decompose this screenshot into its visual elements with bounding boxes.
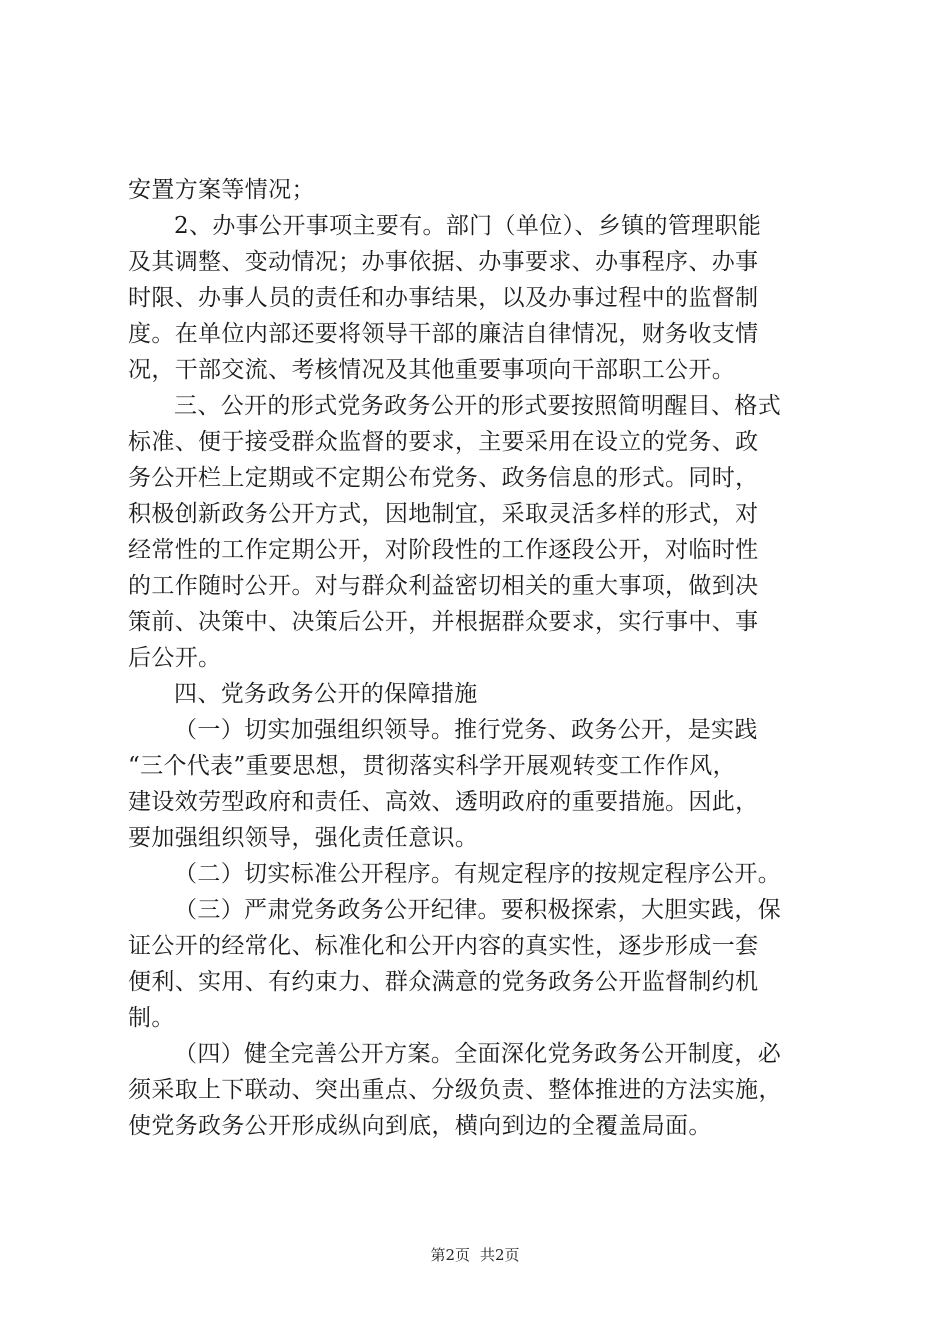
text-line: 策前、决策中、决策后公开，并根据群众要求，实行事中、事 [128, 609, 759, 635]
document-body [128, 172, 840, 1144]
text-line: 积极创新政务公开方式，因地制宜，采取灵活多样的形式，对 [128, 501, 759, 527]
text-line: 及其调整、变动情况；办事依据、办事要求、办事程序、办事 [128, 249, 759, 275]
text-line: （四）健全完善公开方案。全面深化党务政务公开制度，必 [174, 1041, 782, 1067]
text-line: 的工作随时公开。对与群众利益密切相关的重大事项，做到决 [128, 573, 759, 599]
text-line: 安置方案等情况； [128, 177, 315, 203]
text-line: 三、公开的形式党务政务公开的形式要按照简明醒目、格式 [174, 393, 782, 419]
text-line: 要加强组织领导，强化责任意识。 [128, 825, 479, 851]
text-line: 标准、便于接受群众监督的要求，主要采用在设立的党务、政 [128, 429, 759, 455]
text-line: 时限、办事人员的责任和办事结果，以及办事过程中的监督制 [128, 285, 759, 311]
text-line: 度。在单位内部还要将领导干部的廉洁自律情况，财务收支情 [128, 321, 759, 347]
page-total: 共2页 [480, 1246, 520, 1264]
text-line: “三个代表”重要思想，贯彻落实科学开展观转变工作作风， [128, 753, 736, 779]
text-line: 况，干部交流、考核情况及其他重要事项向干部职工公开。 [128, 357, 736, 383]
text-line: （一）切实加强组织领导。推行党务、政务公开，是实践 [174, 717, 758, 743]
text-line: 使党务政务公开形成纵向到底，横向到边的全覆盖局面。 [128, 1113, 712, 1139]
text-line: 便利、实用、有约束力、群众满意的党务政务公开监督制约机 [128, 969, 759, 995]
text-line: 务公开栏上定期或不定期公布党务、政务信息的形式。同时， [128, 465, 759, 491]
page-footer [0, 1245, 950, 1265]
text-line: 后公开。 [128, 645, 222, 671]
text-line: 制。 [128, 1005, 175, 1031]
page-number: 第2页 [430, 1246, 470, 1264]
text-line: 建设效劳型政府和责任、高效、透明政府的重要措施。因此， [128, 789, 759, 815]
text-line: （三）严肃党务政务公开纪律。要积极探索，大胆实践，保 [174, 897, 782, 923]
text-line: 2、办事公开事项主要有。部门（单位）、乡镇的管理职能 [174, 213, 762, 239]
text-line: （二）切实标准公开程序。有规定程序的按规定程序公开。 [174, 861, 782, 887]
text-line: 证公开的经常化、标准化和公开内容的真实性，逐步形成一套 [128, 933, 759, 959]
text-line: 须采取上下联动、突出重点、分级负责、整体推进的方法实施， [128, 1077, 782, 1103]
text-line: 经常性的工作定期公开，对阶段性的工作逐段公开，对临时性 [128, 537, 759, 563]
section-heading: 四、党务政务公开的保障措施 [174, 681, 478, 707]
